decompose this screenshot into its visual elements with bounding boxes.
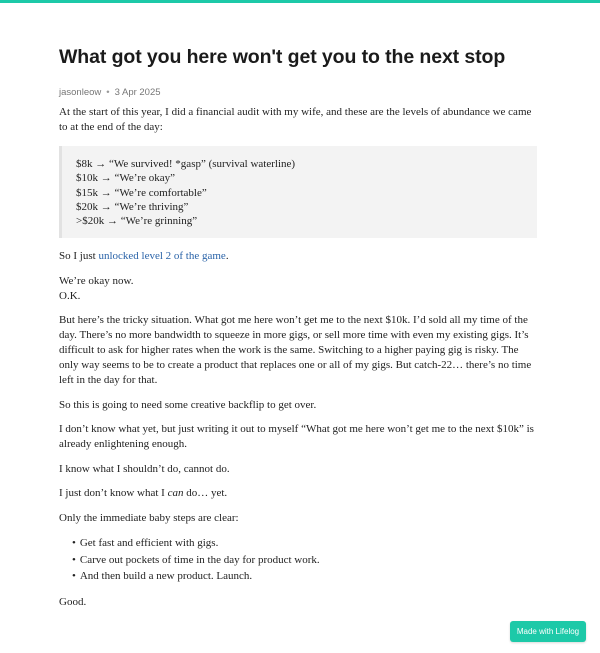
level-item: $20k → “We’re thriving”: [76, 200, 189, 213]
can-emphasis: can: [167, 487, 184, 500]
post-title: What got you here won't get you to the next stop: [59, 46, 506, 68]
okay-line-1: We’re okay now.: [59, 274, 134, 287]
list-item: • Carve out pockets of time in the day for product work.: [72, 552, 537, 569]
paragraph-dont-know: I don’t know what yet, but just writing it out to myself “What got me here won’t get me to the next $10k” is already enlightening enough.: [59, 423, 534, 451]
unlock-link[interactable]: unlocked level 2 of the game: [98, 250, 226, 263]
paragraph-shouldnt: I know what I shouldn’t do, cannot do.: [59, 462, 230, 475]
meta-separator: •: [106, 87, 110, 98]
list-item: • Get fast and efficient with gigs.: [72, 535, 537, 552]
list-item: • And then build a new product. Launch.: [72, 568, 537, 585]
paragraph-tricky: But here’s the tricky situation. What got me here won’t get me to the next $10k. I’d sold all my time of the day. There’s no more bandwidth to squeeze in more gigs, or sell more time with even my existing gigs. It’s difficult to ask for higher rates when the work is the same. Switching to a higher paying gig is risky. The only way seems to be to create a product that replaces one or all of my gigs. But catch-22… there’s no time left in the day for that.: [59, 314, 532, 387]
paragraph-closing: Good.: [59, 595, 87, 608]
post-date: 3 Apr 2025: [114, 87, 161, 98]
okay-line-2: O.K.: [59, 289, 81, 302]
paragraph-intro: At the start of this year, I did a financial audit with my wife, and these are the levels of abundance we came to at the end of the day:: [59, 106, 532, 133]
made-with-lifelog-button[interactable]: Made with Lifelog: [510, 621, 586, 642]
level-item: $10k → “We’re okay”: [76, 172, 175, 185]
paragraph-baby-steps: Only the immediate baby steps are clear:: [59, 511, 239, 524]
paragraph-can: [59, 486, 537, 501]
level-item: $15k → “We’re comfortable”: [76, 186, 207, 199]
post-article: [59, 44, 537, 619]
steps-list: [59, 535, 537, 585]
paragraph-backflip: So this is going to need some creative backflip to get over.: [59, 398, 317, 411]
paragraph-unlock: [59, 249, 537, 264]
post-meta: [59, 87, 537, 99]
paragraph-okay: [59, 274, 537, 304]
can-prefix: I just don’t know what I: [59, 487, 168, 500]
top-accent-bar: [0, 0, 600, 3]
post-author[interactable]: jasonleow: [59, 87, 102, 98]
unlock-suffix: .: [225, 250, 229, 263]
level-item: >$20k → “We’re grinning”: [76, 215, 198, 228]
unlock-prefix: So I just: [59, 250, 99, 263]
level-item: $8k → “We survived! *gasp” (survival waterline): [76, 158, 296, 170]
can-suffix: do… yet.: [183, 487, 228, 500]
levels-blockquote: [59, 146, 537, 238]
